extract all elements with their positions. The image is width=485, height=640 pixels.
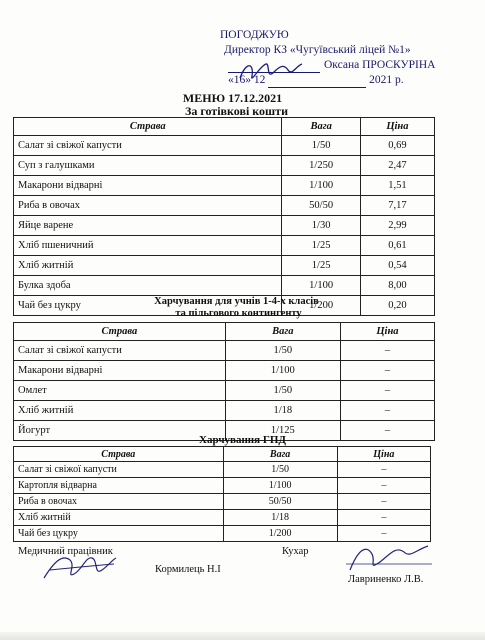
benefit-menu-table: [13, 322, 435, 441]
date-month: 12: [253, 74, 266, 86]
price-cell: –: [340, 421, 434, 441]
cook-signature-scribble: [344, 540, 434, 576]
medic-name: Кормилець Н.І: [155, 564, 221, 575]
dish-cell: Картопля відварна: [14, 478, 224, 494]
table-header-row: [14, 323, 435, 341]
price-cell: –: [337, 526, 430, 542]
medic-label: Медичний працівник: [18, 546, 113, 557]
weight-cell: 50/50: [282, 196, 360, 216]
director-signature-scribble: [233, 58, 306, 86]
date-year: 2021 р.: [369, 74, 404, 86]
table-header-row: [14, 447, 431, 462]
weight-cell: 1/50: [225, 341, 340, 361]
table-row: [14, 462, 431, 478]
table-row: [14, 381, 435, 401]
table-row: [14, 196, 435, 216]
price-cell: 8,00: [360, 276, 434, 296]
price-cell: 0,20: [360, 296, 434, 316]
dish-cell: Чай без цукру: [14, 526, 224, 542]
dish-cell: Макарони відварні: [14, 361, 226, 381]
date-quote-open: «: [228, 74, 234, 86]
weight-cell: 1/50: [223, 462, 337, 478]
cook-name: Лавриненко Л.В.: [348, 574, 424, 585]
weight-cell: 1/100: [282, 176, 360, 196]
header-weight: Вага: [282, 118, 360, 136]
date-quote-close: »: [245, 74, 251, 86]
dish-cell: Хліб пшеничний: [14, 236, 282, 256]
header-weight: Вага: [223, 447, 337, 462]
approval-position: Директор КЗ «Чугуївський ліцей №1»: [224, 44, 411, 56]
bottom-edge: [0, 632, 485, 640]
price-cell: –: [340, 361, 434, 381]
header-weight: Вага: [225, 323, 340, 341]
dish-cell: Суп з галушками: [14, 156, 282, 176]
table-row: [14, 236, 435, 256]
price-cell: 2,99: [360, 216, 434, 236]
header-price: Ціна: [337, 447, 430, 462]
dish-cell: Макарони відварні: [14, 176, 282, 196]
price-cell: 0,61: [360, 236, 434, 256]
table-row: [14, 361, 435, 381]
weight-cell: 1/50: [282, 136, 360, 156]
section2-title-line1: Харчування для учнів 1-4-х класів: [154, 296, 319, 307]
price-cell: 2,47: [360, 156, 434, 176]
price-cell: 0,69: [360, 136, 434, 156]
table-row: [14, 494, 431, 510]
price-cell: –: [340, 401, 434, 421]
dish-cell: Салат зі свіжої капусти: [14, 341, 226, 361]
dish-cell: Омлет: [14, 381, 226, 401]
weight-cell: 1/200: [282, 296, 360, 316]
dish-cell: Булка здоба: [14, 276, 282, 296]
weight-cell: 1/100: [223, 478, 337, 494]
weight-cell: 1/100: [282, 276, 360, 296]
table-row: [14, 276, 435, 296]
table-row: [14, 136, 435, 156]
table-row: [14, 401, 435, 421]
dish-cell: Риба в овочах: [14, 196, 282, 216]
price-cell: –: [340, 341, 434, 361]
price-cell: –: [337, 462, 430, 478]
table-header-row: [14, 118, 435, 136]
dish-cell: Хліб житній: [14, 256, 282, 276]
price-cell: 7,17: [360, 196, 434, 216]
weight-cell: 1/18: [225, 401, 340, 421]
weight-cell: 1/200: [223, 526, 337, 542]
weight-cell: 50/50: [223, 494, 337, 510]
table-row: [14, 156, 435, 176]
weight-cell: 1/50: [225, 381, 340, 401]
section3-title: Харчування ГПД: [199, 434, 286, 446]
header-price: Ціна: [360, 118, 434, 136]
header-dish: Страва: [14, 447, 224, 462]
dish-cell: Чай без цукру: [14, 296, 282, 316]
weight-cell: 1/100: [225, 361, 340, 381]
date-day: 16: [233, 74, 246, 86]
cook-label: Кухар: [282, 546, 309, 557]
weight-cell: 1/30: [282, 216, 360, 236]
approval-heading: ПОГОДЖУЮ: [220, 29, 289, 41]
weight-cell: 1/25: [282, 236, 360, 256]
cash-subtitle: За готівкові кошти: [184, 104, 288, 118]
dish-cell: Салат зі свіжої капусти: [14, 136, 282, 156]
dish-cell: Салат зі свіжої капусти: [14, 462, 224, 478]
section2-title-line2: та пільгового контингенту: [175, 308, 302, 319]
medic-signature-scribble: [40, 548, 120, 584]
header-dish: Страва: [14, 118, 282, 136]
dish-cell: Хліб житній: [14, 510, 224, 526]
weight-cell: 1/250: [282, 156, 360, 176]
dish-cell: Яйце варене: [14, 216, 282, 236]
price-cell: 0,54: [360, 256, 434, 276]
table-row: [14, 341, 435, 361]
weight-cell: 1/18: [223, 510, 337, 526]
weight-cell: 1/25: [282, 256, 360, 276]
table-row: [14, 510, 431, 526]
dish-cell: Хліб житній: [14, 401, 226, 421]
cash-menu-table: [13, 117, 435, 316]
price-cell: –: [337, 478, 430, 494]
gpd-menu-table: [13, 446, 431, 542]
menu-title: МЕНЮ 17.12.2021: [182, 91, 283, 105]
director-name: Оксана ПРОСКУРІНА: [324, 59, 436, 71]
price-cell: –: [337, 494, 430, 510]
price-cell: –: [337, 510, 430, 526]
table-row: [14, 256, 435, 276]
price-cell: –: [340, 381, 434, 401]
dish-cell: Риба в овочах: [14, 494, 224, 510]
header-price: Ціна: [340, 323, 434, 341]
weight-cell: 1/125: [225, 421, 340, 441]
table-row: [14, 478, 431, 494]
table-row: [14, 176, 435, 196]
price-cell: 1,51: [360, 176, 434, 196]
dish-cell: Йогурт: [14, 421, 226, 441]
header-dish: Страва: [14, 323, 226, 341]
table-row: [14, 216, 435, 236]
